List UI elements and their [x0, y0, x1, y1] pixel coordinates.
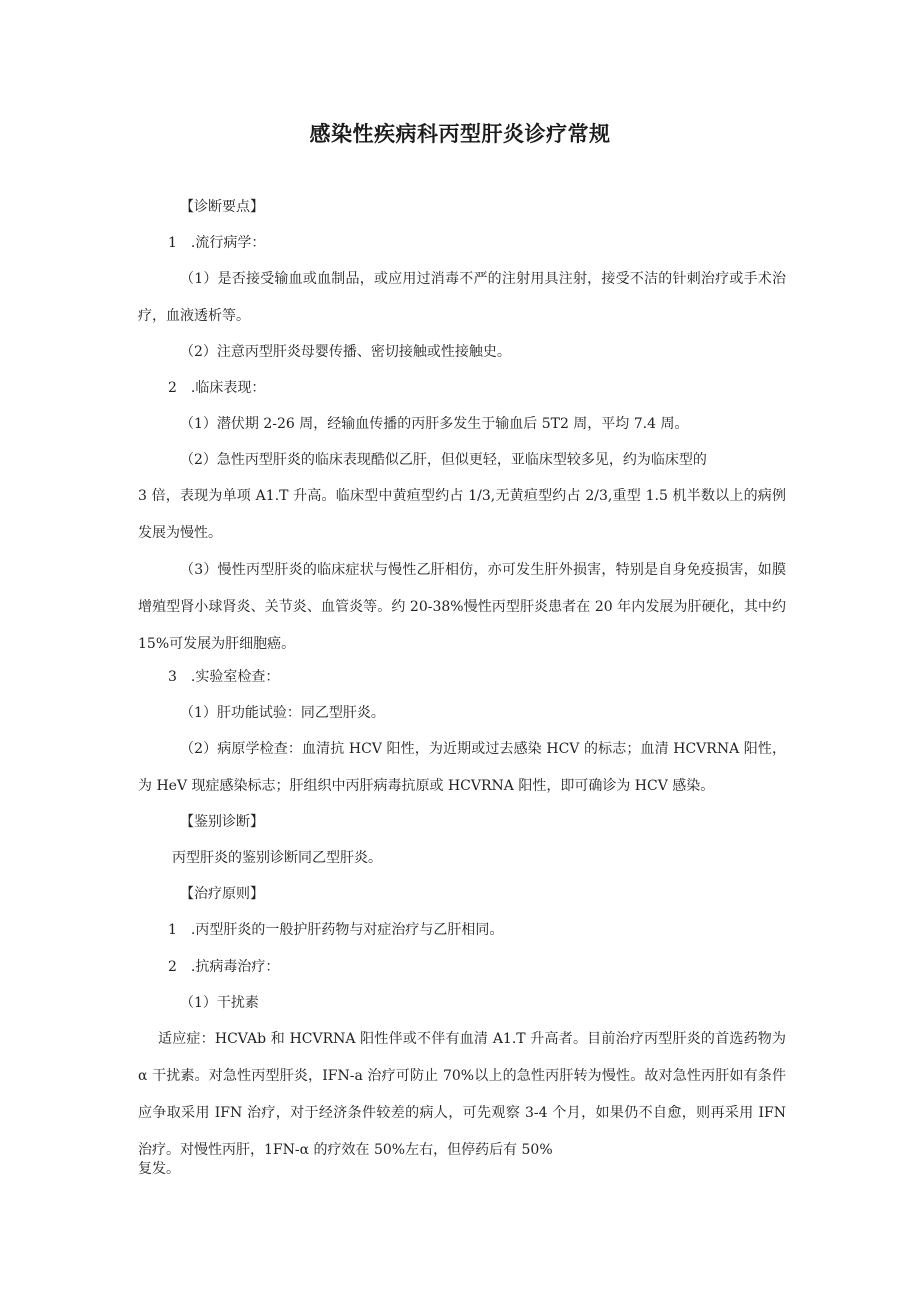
clinical-paragraph-2-continuation: 3 倍，表现为单项 A1.T 升高。临床型中黄疸型约占 1/3,无黄疸型约占 2/3,重型 1.5 机半数以上的病例发展为慢性。: [138, 488, 786, 541]
page-title: 感染性疾病科丙型肝炎诊疗常规: [309, 122, 611, 146]
heading-differential-diagnosis: 【鉴别诊断】: [180, 814, 264, 830]
lab-paragraph-1: （1）肝功能试验：同乙型肝炎。: [180, 705, 385, 721]
epidemiology-paragraph-2: （2）注意丙型肝炎母婴传播、密切接触或性接触史。: [180, 344, 511, 360]
differential-text: 丙型肝炎的鉴别诊断同乙型肝炎。: [172, 850, 382, 866]
epidemiology-paragraph-1: （1）是否接受输血或血制品，或应用过消毒不严的注射用具注射，接受不洁的针刺治疗或手术治疗，血液透析等。: [138, 271, 786, 324]
heading-diagnosis-points: 【诊断要点】: [180, 199, 264, 215]
heading-treatment-principles: 【治疗原则】: [180, 886, 264, 902]
interferon-paragraph-tail: 复发。: [138, 1161, 180, 1177]
interferon-paragraph: 适应症：HCVAb 和 HCVRNA 阳性伴或不伴有血清 A1.T 升高者。目前治疗丙型肝炎的首选药物为 α 干扰素。对急性丙型肝炎，IFN-a 治疗可防止 70%以上的急性丙肝转为慢性。故对急性丙肝如有条件应争取采用 IFN 治疗，对于经济条件较差的病人，可先观察 3-4 个月，如果仍不自愈，则再采用 IFN 治疗。对慢性丙肝，1FN-α 的疗效在 50%左右，但停药后有 50%: [138, 1031, 787, 1158]
item-epidemiology: 1 .流行病学：: [168, 235, 266, 251]
treatment-sub-interferon: （1）干扰素: [180, 995, 259, 1011]
item-laboratory-tests: 3 .实验室检查：: [168, 669, 280, 685]
item-clinical-manifestations: 2 .临床表现：: [168, 380, 266, 396]
lab-paragraph-2: （2）病原学检查：血清抗 HCV 阳性，为近期或过去感染 HCV 的标志；血清 HCVRNA 阳性，为 HeV 现症感染标志；肝组织中丙肝病毒抗原或 HCVRNA 阳性，即可确诊为 HCV 感染。: [138, 741, 786, 794]
treatment-item-1: 1 .丙型肝炎的一般护肝药物与对症治疗与乙肝相同。: [168, 922, 504, 938]
treatment-item-2: 2 .抗病毒治疗：: [168, 959, 280, 975]
clinical-paragraph-3: （3）慢性丙型肝炎的临床症状与慢性乙肝相仿，亦可发生肝外损害，特别是自身免疫损害，如膜增殖型肾小球肾炎、关节炎、血管炎等。约 20-38%慢性丙型肝炎患者在 20 年内发展为肝硬化，其中约 15%可发展为肝细胞癌。: [138, 562, 786, 652]
clinical-paragraph-2-first-line: （2）急性丙型肝炎的临床表现酷似乙肝，但似更轻，亚临床型较多见，约为临床型的: [180, 452, 707, 468]
clinical-paragraph-1: （1）潜伏期 2-26 周，经输血传播的丙肝多发生于输血后 5T2 周，平均 7.4 周。: [180, 416, 689, 432]
